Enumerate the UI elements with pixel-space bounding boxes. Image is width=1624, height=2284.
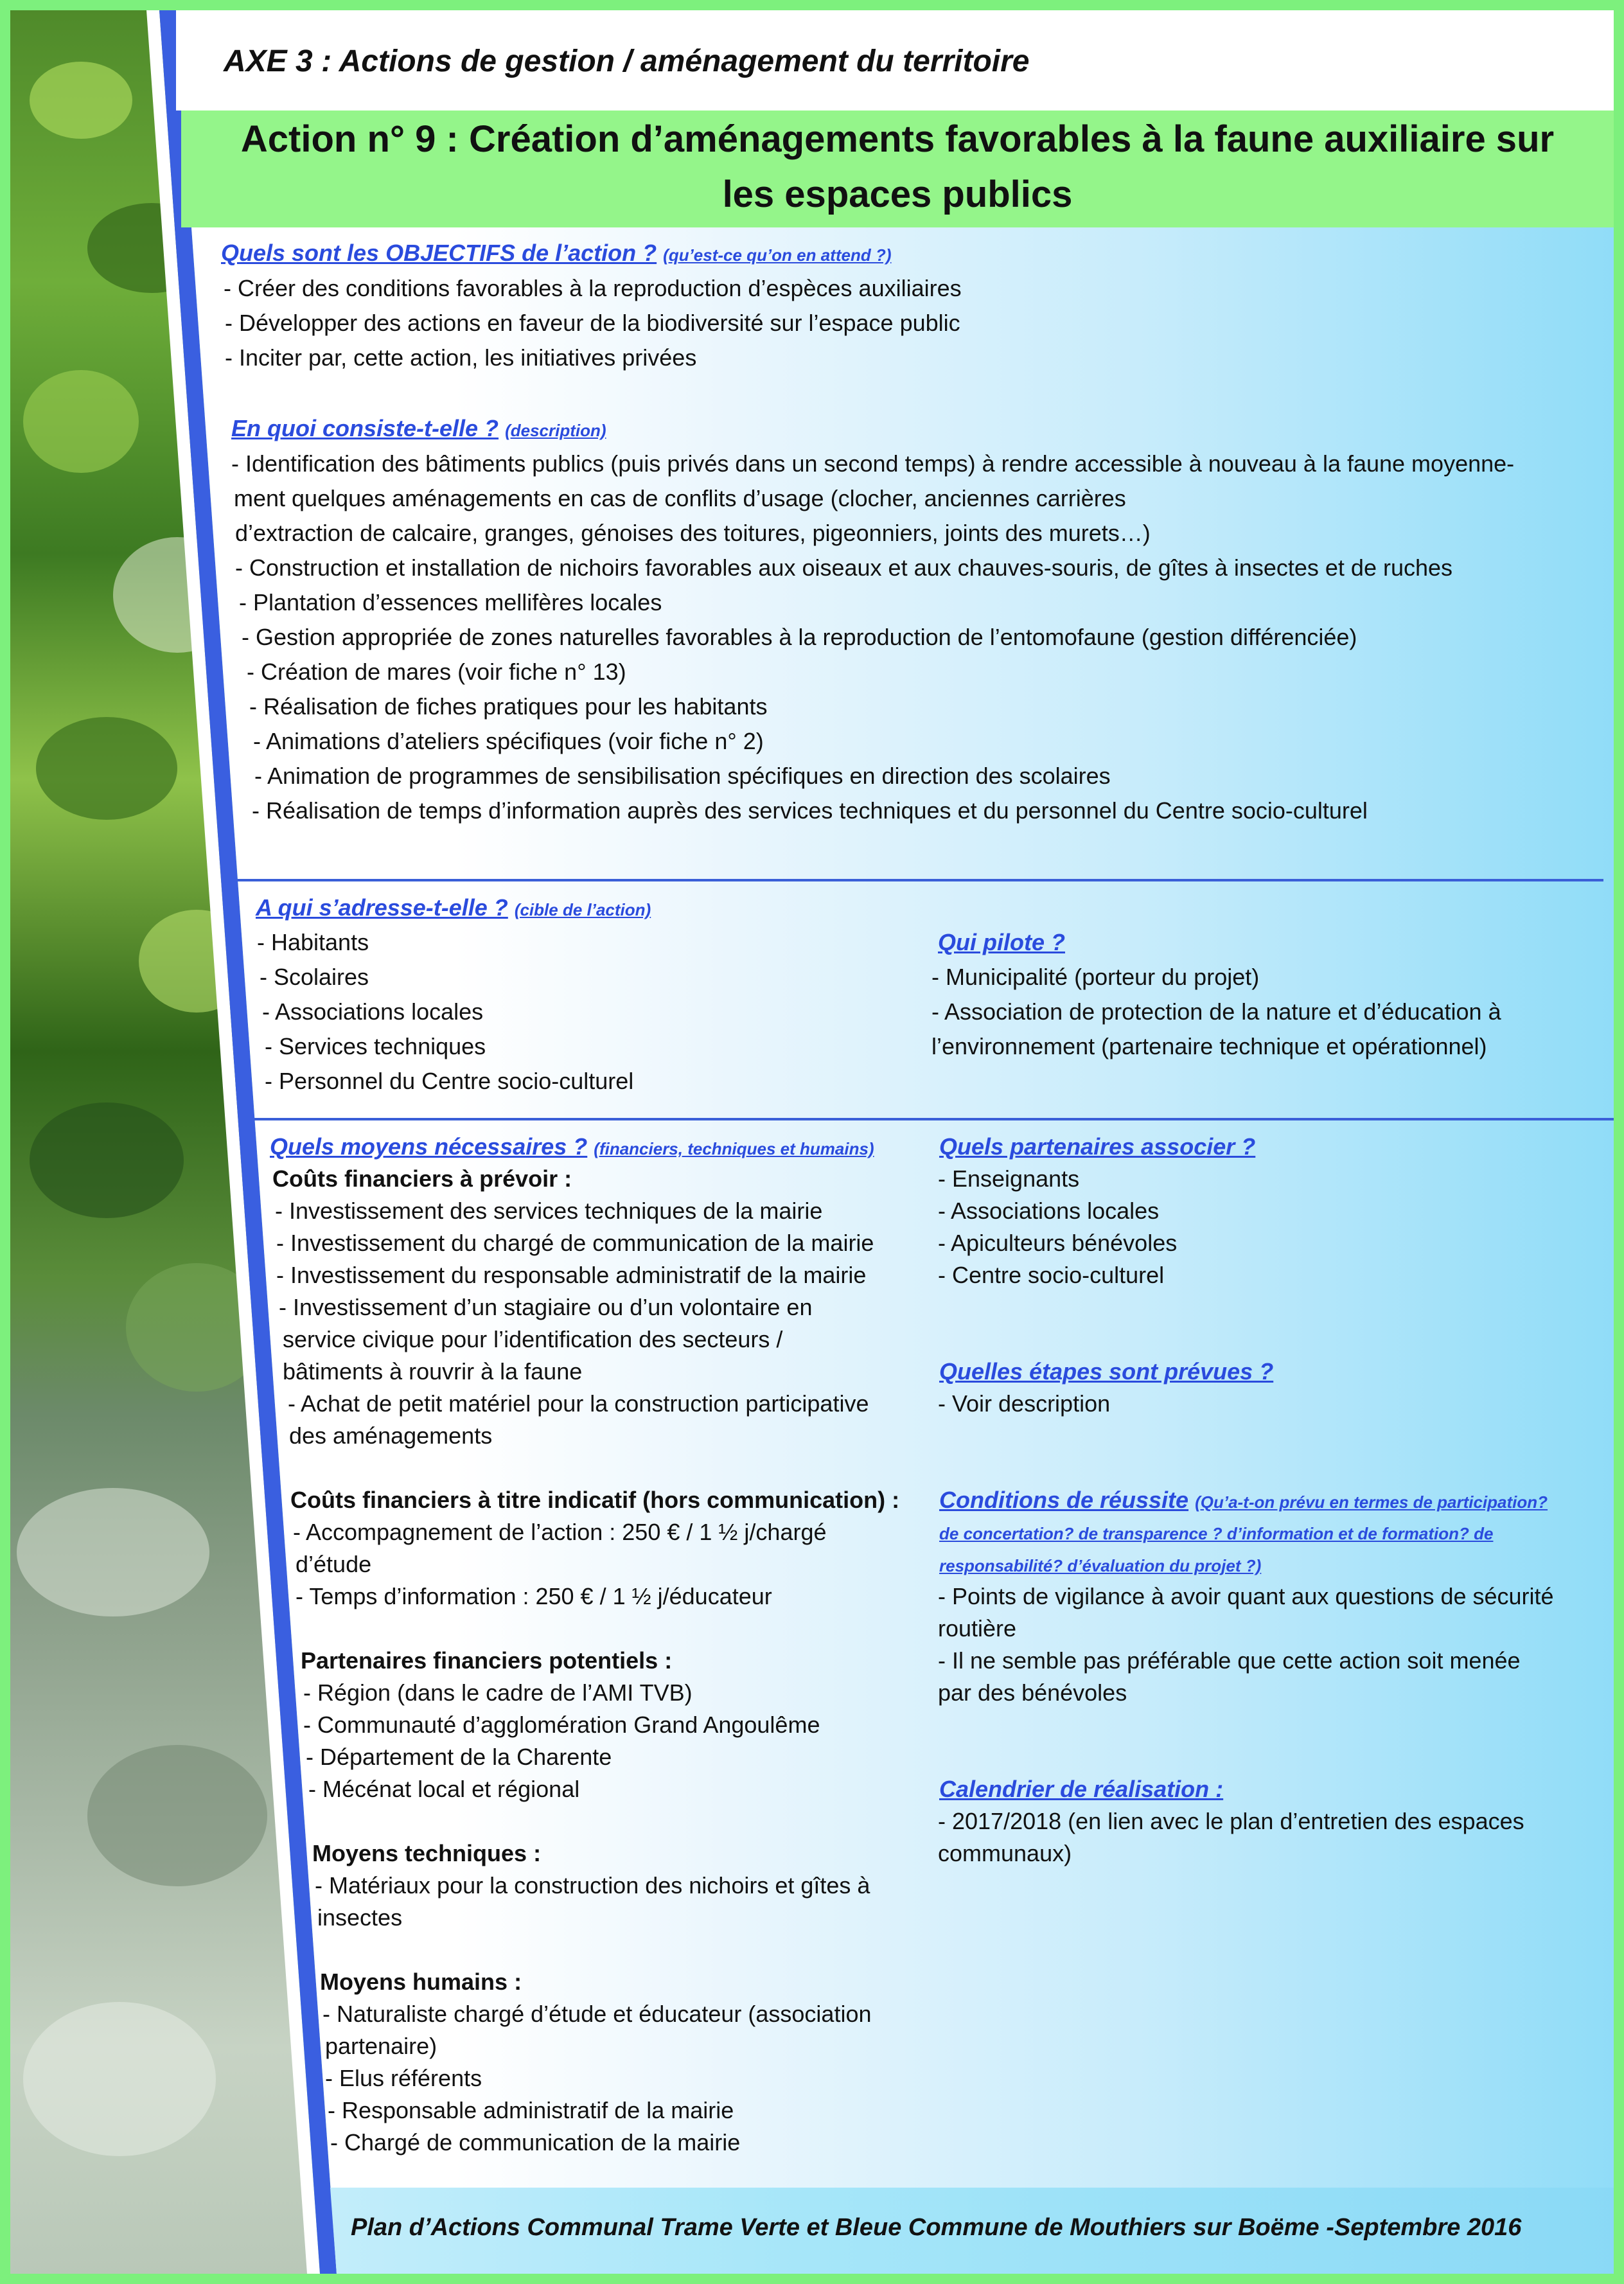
description-line: - Réalisation de temps d’information auprès des services techniques et du personnel du Centre socio-culturel [252,797,1368,824]
cible-heading: A qui s’adresse-t-elle ? (cible de l’action) [256,894,651,921]
couts-line: - Achat de petit matériel pour la construction participative [288,1390,869,1417]
description-line: - Animation de programmes de sensibilisation spécifiques en direction des scolaires [254,763,1111,789]
cible-item: - Services techniques [265,1033,486,1059]
indicatif-line: - Accompagnement de l’action : 250 € / 1 ½ j/chargé [293,1519,827,1545]
cible-item: - Personnel du Centre socio-culturel [265,1068,634,1094]
partenaires-financiers-line: - Département de la Charente [306,1744,612,1770]
couts-line: service civique pour l’identification des secteurs / [283,1326,783,1352]
couts-line: - Investissement du chargé de communication de la mairie [276,1230,874,1256]
conditions-line: - Il ne semble pas préférable que cette action soit menée [938,1647,1521,1674]
pilote-heading: Qui pilote ? [938,929,1065,955]
conditions-sub: responsabilité? d’évaluation du projet ?) [939,1556,1262,1575]
description-line: - Animations d’ateliers spécifiques (voir fiche n° 2) [253,728,764,754]
pilote-line: - Association de protection de la nature et d’éducation à [931,998,1501,1025]
description-line: - Identification des bâtiments publics (puis privés dans un second temps) à rendre accessible à nouveau à la faune moyenne- [231,450,1515,477]
humains-line: partenaire) [325,2033,437,2059]
partenaires-financiers-line: - Mécénat local et régional [308,1776,580,1802]
partenaires-financiers-line: - Communauté d’agglomération Grand Angoulême [303,1712,820,1738]
couts-line: des aménagements [289,1422,493,1449]
partenaires-item: - Apiculteurs bénévoles [938,1230,1178,1256]
description-line: - Gestion appropriée de zones naturelles favorables à la reproduction de l’entomofaune (gestion différenciée) [242,624,1357,650]
partenaires-item: - Centre socio-culturel [938,1262,1165,1288]
axe-title: AXE 3 : Actions de gestion / aménagement du territoire [224,44,1030,78]
conditions-sub: de concertation? de transparence ? d’information et de formation? de [939,1524,1494,1543]
cible-item: - Associations locales [262,998,484,1025]
techniques-line: - Matériaux pour la construction des nichoirs et gîtes à [315,1872,870,1899]
couts-line: - Investissement du responsable administratif de la mairie [276,1262,867,1288]
conditions-line: routière [938,1615,1017,1642]
partenaires-heading: Quels partenaires associer ? [939,1133,1256,1160]
divider [238,879,1603,881]
conditions-line: - Points de vigilance à avoir quant aux questions de sécurité [938,1583,1554,1609]
humains-line: - Elus référents [325,2065,482,2091]
action-title [181,112,1614,222]
moyens-heading: Quels moyens nécessaires ? (financiers, techniques et humains) [270,1133,874,1160]
couts-line: - Investissement d’un stagiaire ou d’un volontaire en [279,1294,813,1320]
partenaires-financiers-title: Partenaires financiers potentiels : [301,1647,673,1674]
humains-line: - Responsable administratif de la mairie [328,2097,734,2123]
cible-item: - Habitants [257,929,369,955]
calendrier-heading: Calendrier de réalisation : [939,1776,1224,1802]
etapes-item: - Voir description [938,1390,1111,1417]
description-line: - Plantation d’essences mellifères locales [239,589,662,615]
calendrier-line: - 2017/2018 (en lien avec le plan d’entretien des espaces [938,1808,1524,1834]
humains-line: - Chargé de communication de la mairie [330,2129,741,2156]
description-heading: En quoi consiste-t-elle ? (description) [231,415,606,441]
description-line: d’extraction de calcaire, granges, génoises des toitures, pigeonniers, joints des murets…) [235,520,1151,546]
calendrier-line: communaux) [938,1840,1072,1866]
couts-line: - Investissement des services techniques de la mairie [275,1198,823,1224]
indicatif-line: d’étude [296,1551,372,1577]
partenaires-item: - Enseignants [938,1165,1080,1192]
objectifs-item: - Inciter par, cette action, les initiatives privées [225,344,697,371]
partenaires-financiers-line: - Région (dans le cadre de l’AMI TVB) [303,1679,693,1706]
humains-title: Moyens humains : [320,1969,522,1995]
couts-line: bâtiments à rouvrir à la faune [283,1358,583,1385]
humains-line: - Naturaliste chargé d’étude et éducateur (association [322,2001,872,2027]
partenaires-item: - Associations locales [938,1198,1160,1224]
objectifs-item: - Créer des conditions favorables à la reproduction d’espèces auxiliaires [224,275,962,301]
divider [254,1118,1614,1120]
description-line: - Création de mares (voir fiche n° 13) [247,659,626,685]
action-title-line2: les espaces publics [722,173,1073,215]
etapes-heading: Quelles étapes sont prévues ? [939,1358,1274,1385]
techniques-title: Moyens techniques : [312,1840,542,1866]
description-line: - Construction et installation de nichoirs favorables aux oiseaux et aux chauves-souris, de gîtes à insectes et de ruches [235,554,1453,581]
objectifs-item: - Développer des actions en faveur de la biodiversité sur l’espace public [225,310,960,336]
conditions-line: par des bénévoles [938,1679,1127,1706]
action-title-line1: Action n° 9 : Création d’aménagements favorables à la faune auxiliaire sur [240,118,1555,160]
conditions-heading: Conditions de réussite (Qu’a-t-on prévu en termes de participation? [939,1487,1548,1513]
couts-title: Coûts financiers à prévoir : [272,1165,572,1192]
indicatif-title: Coûts financiers à titre indicatif (hors communication) : [290,1487,900,1513]
indicatif-line: - Temps d’information : 250 € / 1 ½ j/éducateur [296,1583,772,1609]
pilote-line: - Municipalité (porteur du projet) [931,964,1260,990]
description-line: - Réalisation de fiches pratiques pour les habitants [249,693,768,720]
pilote-line: l’environnement (partenaire technique et opérationnel) [931,1033,1487,1059]
cible-item: - Scolaires [260,964,369,990]
techniques-line: insectes [317,1904,403,1931]
objectifs-heading: Quels sont les OBJECTIFS de l’action ? (qu’est-ce qu’on en attend ?) [221,240,892,266]
description-line: ment quelques aménagements en cas de conflits d’usage (clocher, anciennes carrières [234,485,1126,511]
footer-text: Plan d’Actions Communal Trame Verte et Bleue Commune de Mouthiers sur Boëme -Septembre 2016 [351,2214,1522,2241]
